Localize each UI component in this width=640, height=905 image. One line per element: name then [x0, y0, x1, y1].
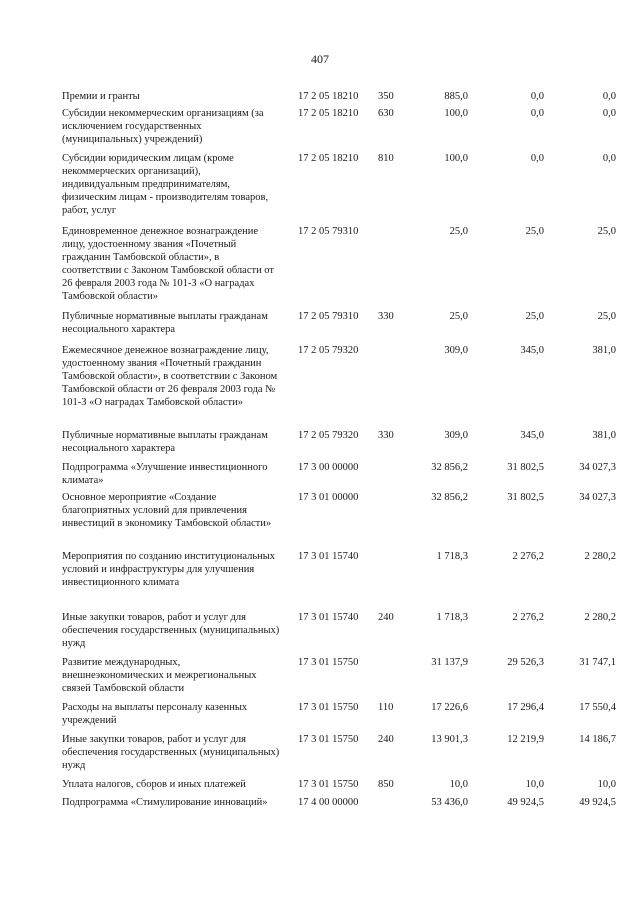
row-name: Подпрограмма «Улучшение инвестиционного климата»: [62, 462, 268, 486]
row-code: 17 3 01 15740: [298, 612, 359, 623]
row-value-1: 53 436,0: [431, 797, 468, 808]
row-name: Подпрограмма «Стимулирование инноваций»: [62, 797, 268, 808]
row-value-2: 17 296,4: [507, 702, 544, 713]
row-value-2: 25,0: [525, 311, 544, 322]
row-value-2: 345,0: [520, 345, 544, 356]
row-value-3: 381,0: [592, 430, 616, 441]
row-code: 17 2 05 79310: [298, 226, 359, 237]
row-code: 17 2 05 18210: [298, 108, 359, 119]
row-name: Иные закупки товаров, работ и услуг для обеспечения государственных (муниципальных) нужд: [62, 612, 280, 649]
row-value-1: 31 137,9: [431, 657, 468, 668]
page-number: 407: [311, 52, 329, 66]
row-name: Публичные нормативные выплаты гражданам несоциального характера: [62, 311, 268, 335]
row-name: Уплата налогов, сборов и иных платежей: [62, 779, 246, 790]
row-name: Мероприятия по созданию институциональных условий и инфраструктуры для улучшения инвестиционного климата: [62, 551, 276, 588]
row-value-3: 34 027,3: [579, 462, 616, 473]
row-value-3: 34 027,3: [579, 492, 616, 503]
row-name: Субсидии некоммерческим организациям (за исключением государственных (муниципальных) учреждений): [62, 108, 264, 145]
row-value-1: 13 901,3: [431, 734, 468, 745]
row-value-2: 2 276,2: [512, 551, 544, 562]
row-value-1: 1 718,3: [436, 551, 468, 562]
row-value-2: 10,0: [525, 779, 544, 790]
row-code: 17 2 05 18210: [298, 91, 359, 102]
row-value-1: 1 718,3: [436, 612, 468, 623]
row-value-3: 14 186,7: [579, 734, 616, 745]
row-expense-type: 240: [378, 734, 394, 745]
row-code: 17 3 01 15750: [298, 779, 359, 790]
row-value-3: 10,0: [597, 779, 616, 790]
row-name: Развитие международных, внешнеэкономических и межрегиональных связей Тамбовской области: [62, 657, 257, 694]
row-value-3: 381,0: [592, 345, 616, 356]
row-value-3: 25,0: [597, 311, 616, 322]
row-name: Публичные нормативные выплаты гражданам несоциального характера: [62, 430, 268, 454]
row-value-2: 0,0: [530, 153, 544, 164]
row-value-2: 31 802,5: [507, 462, 544, 473]
row-expense-type: 810: [378, 153, 394, 164]
row-value-1: 25,0: [449, 226, 468, 237]
row-expense-type: 330: [378, 430, 394, 441]
row-value-3: 25,0: [597, 226, 616, 237]
row-code: 17 3 01 15750: [298, 657, 359, 668]
row-code: 17 3 01 15750: [298, 702, 359, 713]
row-value-2: 12 219,9: [507, 734, 544, 745]
row-value-1: 25,0: [449, 311, 468, 322]
row-name: Премии и гранты: [62, 91, 140, 102]
row-expense-type: 350: [378, 91, 394, 102]
row-expense-type: 330: [378, 311, 394, 322]
row-code: 17 4 00 00000: [298, 797, 359, 808]
row-value-3: 31 747,1: [579, 657, 616, 668]
row-expense-type: 110: [378, 702, 394, 713]
row-code: 17 2 05 79320: [298, 345, 359, 356]
row-value-2: 345,0: [520, 430, 544, 441]
row-value-1: 100,0: [444, 108, 468, 119]
row-value-1: 17 226,6: [431, 702, 468, 713]
row-value-3: 0,0: [602, 91, 616, 102]
row-value-1: 100,0: [444, 153, 468, 164]
row-name: Иные закупки товаров, работ и услуг для обеспечения государственных (муниципальных) нужд: [62, 734, 280, 771]
row-value-3: 17 550,4: [579, 702, 616, 713]
row-code: 17 2 05 79310: [298, 311, 359, 322]
row-value-3: 49 924,5: [579, 797, 616, 808]
row-value-2: 2 276,2: [512, 612, 544, 623]
row-value-3: 0,0: [602, 108, 616, 119]
row-value-1: 32 856,2: [431, 492, 468, 503]
row-value-2: 31 802,5: [507, 492, 544, 503]
row-code: 17 2 05 79320: [298, 430, 359, 441]
row-value-3: 2 280,2: [584, 612, 616, 623]
row-name: Субсидии юридическим лицам (кроме некоммерческих организаций), индивидуальным предпринимателям, физическим лицам - производителям товаров, работ, услуг: [62, 153, 269, 216]
row-value-2: 0,0: [530, 108, 544, 119]
row-code: 17 3 00 00000: [298, 462, 359, 473]
row-name: Расходы на выплаты персоналу казенных учреждений: [62, 702, 248, 726]
row-name: Единовременное денежное вознаграждение лицу, удостоенному звания «Почетный гражданин Тамбовской области», в соответствии с Законом Тамбовской области от 26 февраля 2003 года № 101-З «О наградах Тамбовской области»: [62, 226, 275, 302]
row-name: Ежемесячное денежное вознаграждение лицу, удостоенному звания «Почетный гражданин Тамбовской области», в соответствии с Законом Тамбовской области от 26 февраля 2003 года № 101-З «О наградах Тамбовской области»: [62, 345, 278, 408]
row-code: 17 3 01 00000: [298, 492, 359, 503]
row-value-3: 2 280,2: [584, 551, 616, 562]
row-value-1: 309,0: [444, 345, 468, 356]
row-expense-type: 850: [378, 779, 394, 790]
row-value-1: 32 856,2: [431, 462, 468, 473]
row-value-1: 885,0: [444, 91, 468, 102]
row-value-1: 10,0: [449, 779, 468, 790]
row-expense-type: 630: [378, 108, 394, 119]
row-value-2: 25,0: [525, 226, 544, 237]
row-name: Основное мероприятие «Создание благоприятных условий для привлечения инвестиций в экономику Тамбовской области»: [62, 492, 272, 529]
row-expense-type: 240: [378, 612, 394, 623]
row-code: 17 3 01 15740: [298, 551, 359, 562]
row-value-3: 0,0: [602, 153, 616, 164]
row-code: 17 2 05 18210: [298, 153, 359, 164]
row-code: 17 3 01 15750: [298, 734, 359, 745]
row-value-1: 309,0: [444, 430, 468, 441]
row-value-2: 29 526,3: [507, 657, 544, 668]
row-value-2: 49 924,5: [507, 797, 544, 808]
row-value-2: 0,0: [530, 91, 544, 102]
